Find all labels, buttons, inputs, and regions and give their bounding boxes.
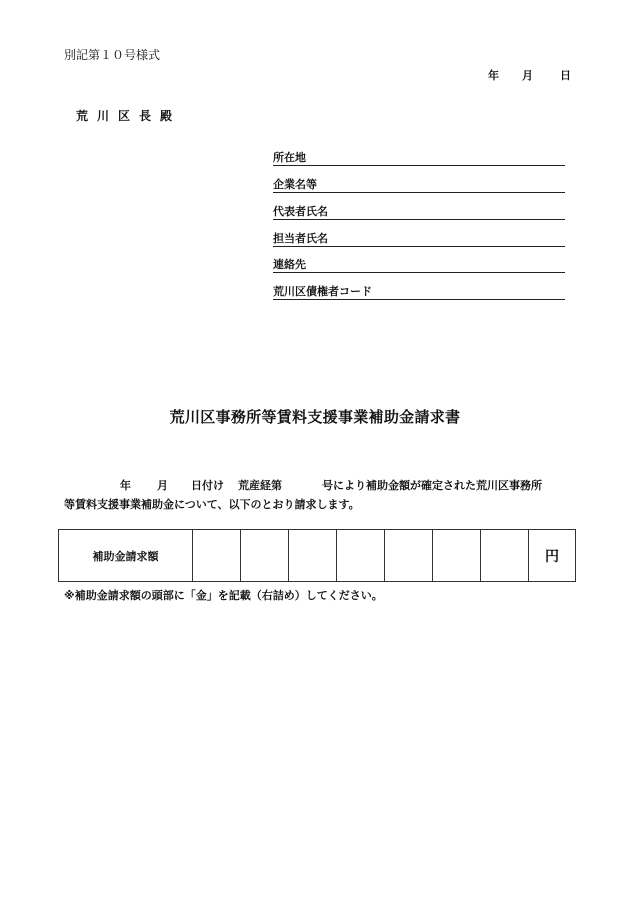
field-address[interactable] bbox=[273, 152, 565, 166]
form-number: 別記第１０号様式 bbox=[64, 48, 161, 62]
amount-digit-cell[interactable] bbox=[193, 530, 241, 582]
addressee: 荒川区長殿 bbox=[76, 109, 182, 123]
field-creditor-code[interactable] bbox=[273, 286, 565, 300]
amount-label: 補助金請求額 bbox=[59, 530, 193, 582]
field-representative-name[interactable] bbox=[273, 206, 565, 220]
field-contact-person-name[interactable] bbox=[273, 233, 565, 247]
field-label: 担当者氏名 bbox=[273, 232, 328, 245]
amount-yen-unit: 円 bbox=[529, 530, 576, 582]
body-year: 年 bbox=[120, 479, 131, 492]
field-company-name[interactable] bbox=[273, 179, 565, 193]
amount-digit-cell[interactable] bbox=[241, 530, 289, 582]
date-day: 日 bbox=[560, 69, 571, 82]
field-label: 荒川区債権者コード bbox=[273, 285, 372, 298]
amount-digit-cell[interactable] bbox=[385, 530, 433, 582]
body-ref-prefix: 荒産経第 bbox=[238, 479, 282, 492]
amount-digit-cell[interactable] bbox=[481, 530, 529, 582]
body-text-line-1 bbox=[120, 477, 542, 493]
date-month: 月 bbox=[522, 69, 533, 82]
field-contact-info[interactable] bbox=[273, 259, 565, 273]
field-label: 代表者氏名 bbox=[273, 205, 328, 218]
date-year: 年 bbox=[488, 69, 499, 82]
field-label: 企業名等 bbox=[273, 178, 317, 191]
body-dated: 日付け bbox=[191, 479, 224, 492]
document-title: 荒川区事務所等賃料支援事業補助金請求書 bbox=[169, 408, 461, 426]
field-label: 所在地 bbox=[273, 151, 306, 164]
amount-table bbox=[58, 529, 576, 582]
amount-digit-cell[interactable] bbox=[337, 530, 385, 582]
amount-digit-cell[interactable] bbox=[289, 530, 337, 582]
body-text-line-2: 等賃料支援事業補助金について、以下のとおり請求します。 bbox=[64, 498, 360, 511]
field-label: 連絡先 bbox=[273, 258, 306, 271]
date-line bbox=[488, 67, 571, 83]
body-ref-suffix: 号により補助金額が確定された荒川区事務所 bbox=[322, 479, 542, 492]
amount-digit-cell[interactable] bbox=[433, 530, 481, 582]
instruction-note: ※補助金請求額の頭部に「金」を記載（右詰め）してください。 bbox=[64, 589, 383, 602]
body-month: 月 bbox=[157, 479, 168, 492]
